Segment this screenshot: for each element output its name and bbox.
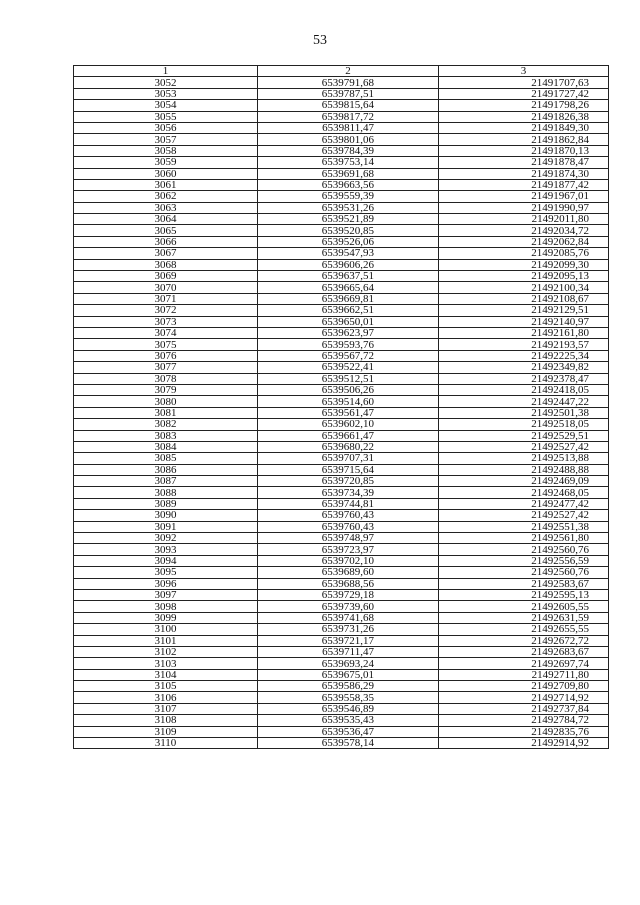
x-coordinate-cell: 6539637,51: [258, 271, 439, 282]
table-row: [74, 293, 609, 304]
y-coordinate-cell: 21491707,63: [439, 77, 609, 88]
y-coordinate-cell: 21492683,67: [439, 646, 609, 657]
table-row: [74, 578, 609, 589]
y-coordinate-cell: 21492714,92: [439, 692, 609, 703]
y-coordinate-cell: 21492560,76: [439, 544, 609, 555]
table-row: [74, 100, 609, 111]
point-number-cell: 3079: [74, 384, 258, 395]
point-number-cell: 3058: [74, 145, 258, 156]
y-coordinate-cell: 21492709,80: [439, 681, 609, 692]
x-coordinate-cell: 6539815,64: [258, 100, 439, 111]
table-row: [74, 202, 609, 213]
point-number-cell: 3090: [74, 510, 258, 521]
y-coordinate-cell: 21492085,76: [439, 248, 609, 259]
x-coordinate-cell: 6539520,85: [258, 225, 439, 236]
x-coordinate-cell: 6539623,97: [258, 327, 439, 338]
table-row: [74, 658, 609, 669]
x-coordinate-cell: 6539753,14: [258, 157, 439, 168]
point-number-cell: 3091: [74, 521, 258, 532]
table-row: [74, 271, 609, 282]
point-number-cell: 3075: [74, 339, 258, 350]
x-coordinate-cell: 6539729,18: [258, 589, 439, 600]
point-number-cell: 3062: [74, 191, 258, 202]
table-row: [74, 248, 609, 259]
x-coordinate-cell: 6539760,43: [258, 510, 439, 521]
point-number-cell: 3069: [74, 271, 258, 282]
y-coordinate-cell: 21492488,88: [439, 464, 609, 475]
point-number-cell: 3108: [74, 715, 258, 726]
table-row: [74, 259, 609, 270]
table-row: [74, 441, 609, 452]
x-coordinate-cell: 6539512,51: [258, 373, 439, 384]
x-coordinate-cell: 6539662,51: [258, 305, 439, 316]
x-coordinate-cell: 6539521,89: [258, 214, 439, 225]
point-number-cell: 3089: [74, 498, 258, 509]
column-header-1: 1: [74, 66, 258, 77]
point-number-cell: 3060: [74, 168, 258, 179]
point-number-cell: 3092: [74, 533, 258, 544]
x-coordinate-cell: 6539593,76: [258, 339, 439, 350]
point-number-cell: 3057: [74, 134, 258, 145]
y-coordinate-cell: 21492418,05: [439, 384, 609, 395]
x-coordinate-cell: 6539693,24: [258, 658, 439, 669]
x-coordinate-cell: 6539760,43: [258, 521, 439, 532]
point-number-cell: 3096: [74, 578, 258, 589]
x-coordinate-cell: 6539744,81: [258, 498, 439, 509]
table-row: [74, 316, 609, 327]
y-coordinate-cell: 21492655,55: [439, 624, 609, 635]
x-coordinate-cell: 6539535,43: [258, 715, 439, 726]
x-coordinate-cell: 6539817,72: [258, 111, 439, 122]
y-coordinate-cell: 21492501,38: [439, 407, 609, 418]
point-number-cell: 3077: [74, 362, 258, 373]
table-row: [74, 544, 609, 555]
table-header-row: [74, 66, 609, 77]
y-coordinate-cell: 21492711,80: [439, 669, 609, 680]
point-number-cell: 3053: [74, 88, 258, 99]
point-number-cell: 3070: [74, 282, 258, 293]
point-number-cell: 3052: [74, 77, 258, 88]
table-row: [74, 362, 609, 373]
point-number-cell: 3087: [74, 476, 258, 487]
y-coordinate-cell: 21491878,47: [439, 157, 609, 168]
x-coordinate-cell: 6539688,56: [258, 578, 439, 589]
x-coordinate-cell: 6539734,39: [258, 487, 439, 498]
x-coordinate-cell: 6539546,89: [258, 703, 439, 714]
y-coordinate-cell: 21492529,51: [439, 430, 609, 441]
table-row: [74, 236, 609, 247]
table-row: [74, 555, 609, 566]
y-coordinate-cell: 21492513,88: [439, 453, 609, 464]
point-number-cell: 3094: [74, 555, 258, 566]
y-coordinate-cell: 21492447,22: [439, 396, 609, 407]
point-number-cell: 3088: [74, 487, 258, 498]
point-number-cell: 3078: [74, 373, 258, 384]
table-row: [74, 624, 609, 635]
y-coordinate-cell: 21492129,51: [439, 305, 609, 316]
x-coordinate-cell: 6539526,06: [258, 236, 439, 247]
point-number-cell: 3074: [74, 327, 258, 338]
point-number-cell: 3083: [74, 430, 258, 441]
x-coordinate-cell: 6539787,51: [258, 88, 439, 99]
point-number-cell: 3098: [74, 601, 258, 612]
table-row: [74, 476, 609, 487]
point-number-cell: 3064: [74, 214, 258, 225]
table-row: [74, 601, 609, 612]
y-coordinate-cell: 21492469,09: [439, 476, 609, 487]
point-number-cell: 3081: [74, 407, 258, 418]
y-coordinate-cell: 21492468,05: [439, 487, 609, 498]
table-row: [74, 669, 609, 680]
point-number-cell: 3095: [74, 567, 258, 578]
x-coordinate-cell: 6539650,01: [258, 316, 439, 327]
point-number-cell: 3084: [74, 441, 258, 452]
table-row: [74, 430, 609, 441]
point-number-cell: 3061: [74, 179, 258, 190]
point-number-cell: 3107: [74, 703, 258, 714]
point-number-cell: 3063: [74, 202, 258, 213]
y-coordinate-cell: 21492099,30: [439, 259, 609, 270]
y-coordinate-cell: 21492914,92: [439, 738, 609, 749]
y-coordinate-cell: 21492527,42: [439, 510, 609, 521]
y-coordinate-cell: 21492108,67: [439, 293, 609, 304]
y-coordinate-cell: 21492560,76: [439, 567, 609, 578]
x-coordinate-cell: 6539531,26: [258, 202, 439, 213]
y-coordinate-cell: 21492193,57: [439, 339, 609, 350]
y-coordinate-cell: 21492835,76: [439, 726, 609, 737]
x-coordinate-cell: 6539567,72: [258, 350, 439, 361]
column-header-3: 3: [439, 66, 609, 77]
point-number-cell: 3073: [74, 316, 258, 327]
table-row: [74, 396, 609, 407]
y-coordinate-cell: 21491870,13: [439, 145, 609, 156]
point-number-cell: 3105: [74, 681, 258, 692]
y-coordinate-cell: 21492378,47: [439, 373, 609, 384]
table-row: [74, 453, 609, 464]
table-row: [74, 589, 609, 600]
table-row: [74, 681, 609, 692]
point-number-cell: 3100: [74, 624, 258, 635]
y-coordinate-cell: 21492034,72: [439, 225, 609, 236]
y-coordinate-cell: 21492062,84: [439, 236, 609, 247]
table-row: [74, 533, 609, 544]
y-coordinate-cell: 21491967,01: [439, 191, 609, 202]
point-number-cell: 3067: [74, 248, 258, 259]
x-coordinate-cell: 6539689,60: [258, 567, 439, 578]
x-coordinate-cell: 6539536,47: [258, 726, 439, 737]
x-coordinate-cell: 6539720,85: [258, 476, 439, 487]
point-number-cell: 3056: [74, 122, 258, 133]
x-coordinate-cell: 6539522,41: [258, 362, 439, 373]
column-header-2: 2: [258, 66, 439, 77]
x-coordinate-cell: 6539715,64: [258, 464, 439, 475]
y-coordinate-cell: 21492100,34: [439, 282, 609, 293]
table-row: [74, 384, 609, 395]
point-number-cell: 3097: [74, 589, 258, 600]
y-coordinate-cell: 21492477,42: [439, 498, 609, 509]
point-number-cell: 3080: [74, 396, 258, 407]
table-row: [74, 487, 609, 498]
x-coordinate-cell: 6539561,47: [258, 407, 439, 418]
table-body: [74, 77, 609, 749]
y-coordinate-cell: 21492349,82: [439, 362, 609, 373]
point-number-cell: 3104: [74, 669, 258, 680]
x-coordinate-cell: 6539784,39: [258, 145, 439, 156]
point-number-cell: 3086: [74, 464, 258, 475]
table-row: [74, 214, 609, 225]
x-coordinate-cell: 6539801,06: [258, 134, 439, 145]
x-coordinate-cell: 6539711,47: [258, 646, 439, 657]
table-row: [74, 715, 609, 726]
x-coordinate-cell: 6539741,68: [258, 612, 439, 623]
x-coordinate-cell: 6539602,10: [258, 419, 439, 430]
table-row: [74, 419, 609, 430]
x-coordinate-cell: 6539675,01: [258, 669, 439, 680]
y-coordinate-cell: 21492225,34: [439, 350, 609, 361]
table-row: [74, 168, 609, 179]
point-number-cell: 3099: [74, 612, 258, 623]
table-row: [74, 157, 609, 168]
table-row: [74, 464, 609, 475]
y-coordinate-cell: 21492011,80: [439, 214, 609, 225]
x-coordinate-cell: 6539578,14: [258, 738, 439, 749]
x-coordinate-cell: 6539702,10: [258, 555, 439, 566]
x-coordinate-cell: 6539514,60: [258, 396, 439, 407]
x-coordinate-cell: 6539663,56: [258, 179, 439, 190]
table-row: [74, 134, 609, 145]
point-number-cell: 3072: [74, 305, 258, 316]
y-coordinate-cell: 21491877,42: [439, 179, 609, 190]
x-coordinate-cell: 6539723,97: [258, 544, 439, 555]
y-coordinate-cell: 21492561,80: [439, 533, 609, 544]
y-coordinate-cell: 21492595,13: [439, 589, 609, 600]
x-coordinate-cell: 6539506,26: [258, 384, 439, 395]
y-coordinate-cell: 21491798,26: [439, 100, 609, 111]
x-coordinate-cell: 6539739,60: [258, 601, 439, 612]
coordinates-table: [73, 65, 609, 749]
y-coordinate-cell: 21492556,59: [439, 555, 609, 566]
point-number-cell: 3054: [74, 100, 258, 111]
y-coordinate-cell: 21492161,80: [439, 327, 609, 338]
point-number-cell: 3103: [74, 658, 258, 669]
table-row: [74, 692, 609, 703]
y-coordinate-cell: 21492784,72: [439, 715, 609, 726]
y-coordinate-cell: 21491849,30: [439, 122, 609, 133]
table-row: [74, 305, 609, 316]
x-coordinate-cell: 6539661,47: [258, 430, 439, 441]
table-row: [74, 77, 609, 88]
table-row: [74, 726, 609, 737]
x-coordinate-cell: 6539811,47: [258, 122, 439, 133]
x-coordinate-cell: 6539665,64: [258, 282, 439, 293]
x-coordinate-cell: 6539547,93: [258, 248, 439, 259]
y-coordinate-cell: 21491727,42: [439, 88, 609, 99]
y-coordinate-cell: 21492672,72: [439, 635, 609, 646]
x-coordinate-cell: 6539721,17: [258, 635, 439, 646]
point-number-cell: 3093: [74, 544, 258, 555]
table-row: [74, 635, 609, 646]
table-row: [74, 145, 609, 156]
point-number-cell: 3082: [74, 419, 258, 430]
table-row: [74, 521, 609, 532]
x-coordinate-cell: 6539731,26: [258, 624, 439, 635]
y-coordinate-cell: 21491826,38: [439, 111, 609, 122]
table-row: [74, 612, 609, 623]
x-coordinate-cell: 6539691,68: [258, 168, 439, 179]
y-coordinate-cell: 21492583,67: [439, 578, 609, 589]
y-coordinate-cell: 21492697,74: [439, 658, 609, 669]
table-row: [74, 282, 609, 293]
table-row: [74, 738, 609, 749]
point-number-cell: 3076: [74, 350, 258, 361]
y-coordinate-cell: 21492551,38: [439, 521, 609, 532]
point-number-cell: 3059: [74, 157, 258, 168]
y-coordinate-cell: 21492631,59: [439, 612, 609, 623]
table-row: [74, 191, 609, 202]
table-row: [74, 111, 609, 122]
table-row: [74, 373, 609, 384]
x-coordinate-cell: 6539586,29: [258, 681, 439, 692]
y-coordinate-cell: 21492527,42: [439, 441, 609, 452]
x-coordinate-cell: 6539559,39: [258, 191, 439, 202]
point-number-cell: 3109: [74, 726, 258, 737]
table-row: [74, 407, 609, 418]
x-coordinate-cell: 6539748,97: [258, 533, 439, 544]
x-coordinate-cell: 6539680,22: [258, 441, 439, 452]
point-number-cell: 3068: [74, 259, 258, 270]
y-coordinate-cell: 21492140,97: [439, 316, 609, 327]
point-number-cell: 3110: [74, 738, 258, 749]
table-row: [74, 179, 609, 190]
point-number-cell: 3055: [74, 111, 258, 122]
x-coordinate-cell: 6539606,26: [258, 259, 439, 270]
y-coordinate-cell: 21491862,84: [439, 134, 609, 145]
x-coordinate-cell: 6539558,35: [258, 692, 439, 703]
table-row: [74, 703, 609, 714]
point-number-cell: 3066: [74, 236, 258, 247]
x-coordinate-cell: 6539707,31: [258, 453, 439, 464]
table-row: [74, 225, 609, 236]
point-number-cell: 3085: [74, 453, 258, 464]
table-row: [74, 350, 609, 361]
point-number-cell: 3071: [74, 293, 258, 304]
y-coordinate-cell: 21492605,55: [439, 601, 609, 612]
y-coordinate-cell: 21491874,30: [439, 168, 609, 179]
y-coordinate-cell: 21492518,05: [439, 419, 609, 430]
y-coordinate-cell: 21492737,84: [439, 703, 609, 714]
y-coordinate-cell: 21492095,13: [439, 271, 609, 282]
table-row: [74, 327, 609, 338]
table-row: [74, 498, 609, 509]
table-row: [74, 510, 609, 521]
x-coordinate-cell: 6539669,81: [258, 293, 439, 304]
table-row: [74, 122, 609, 133]
table-row: [74, 88, 609, 99]
point-number-cell: 3101: [74, 635, 258, 646]
x-coordinate-cell: 6539791,68: [258, 77, 439, 88]
table-row: [74, 567, 609, 578]
y-coordinate-cell: 21491990,97: [439, 202, 609, 213]
point-number-cell: 3065: [74, 225, 258, 236]
page-number: 53: [313, 33, 327, 48]
point-number-cell: 3106: [74, 692, 258, 703]
table-row: [74, 339, 609, 350]
table-row: [74, 646, 609, 657]
point-number-cell: 3102: [74, 646, 258, 657]
